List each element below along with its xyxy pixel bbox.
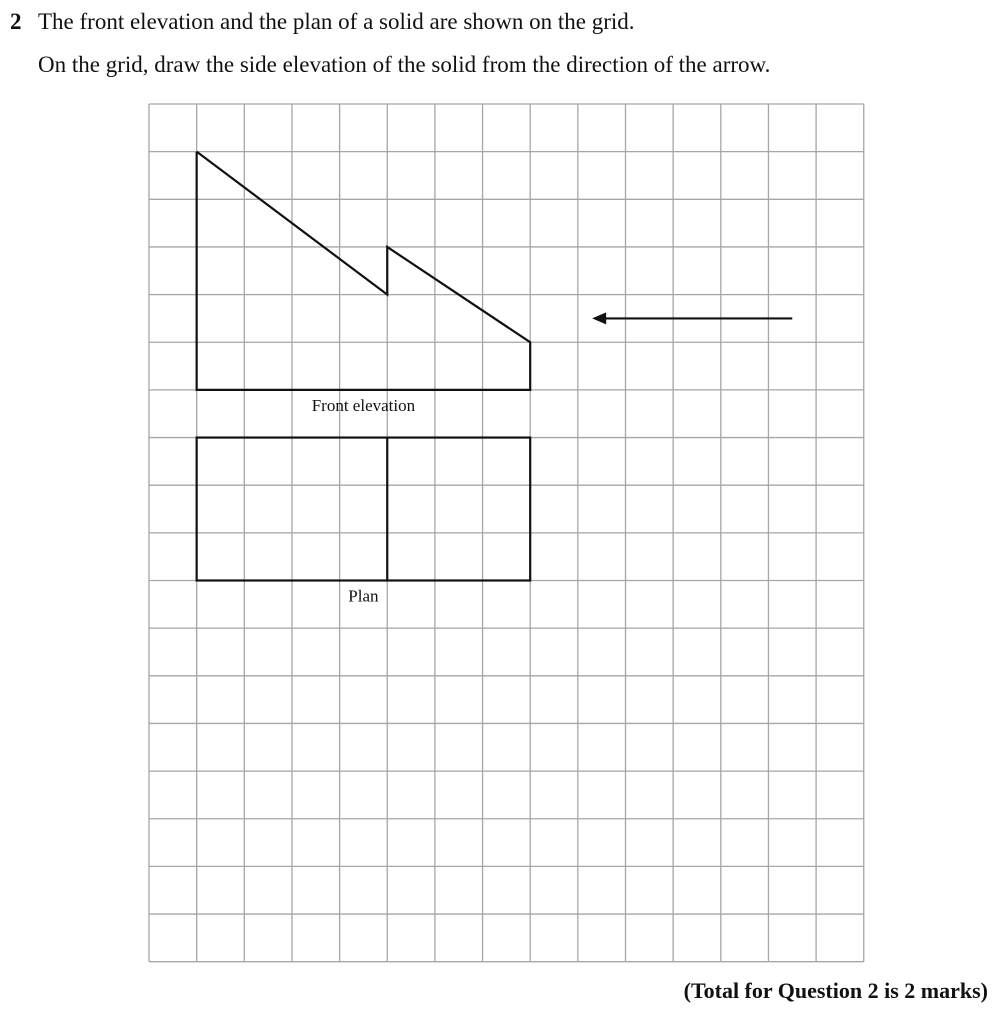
front-elevation-outline bbox=[197, 152, 531, 390]
arrow-icon bbox=[592, 312, 792, 324]
question-text-line-1: The front elevation and the plan of a solid are shown on the grid. bbox=[38, 9, 635, 34]
square-grid bbox=[149, 104, 864, 962]
total-marks: (Total for Question 2 is 2 marks) bbox=[683, 978, 988, 1003]
plan-outline bbox=[197, 438, 531, 581]
plan-label: Plan bbox=[348, 586, 379, 606]
question-number: 2 bbox=[10, 9, 22, 34]
question-instruction: On the grid, draw the side elevation of the solid from the direction of the arrow. bbox=[38, 52, 771, 77]
front-elevation-label: Front elevation bbox=[311, 395, 416, 415]
